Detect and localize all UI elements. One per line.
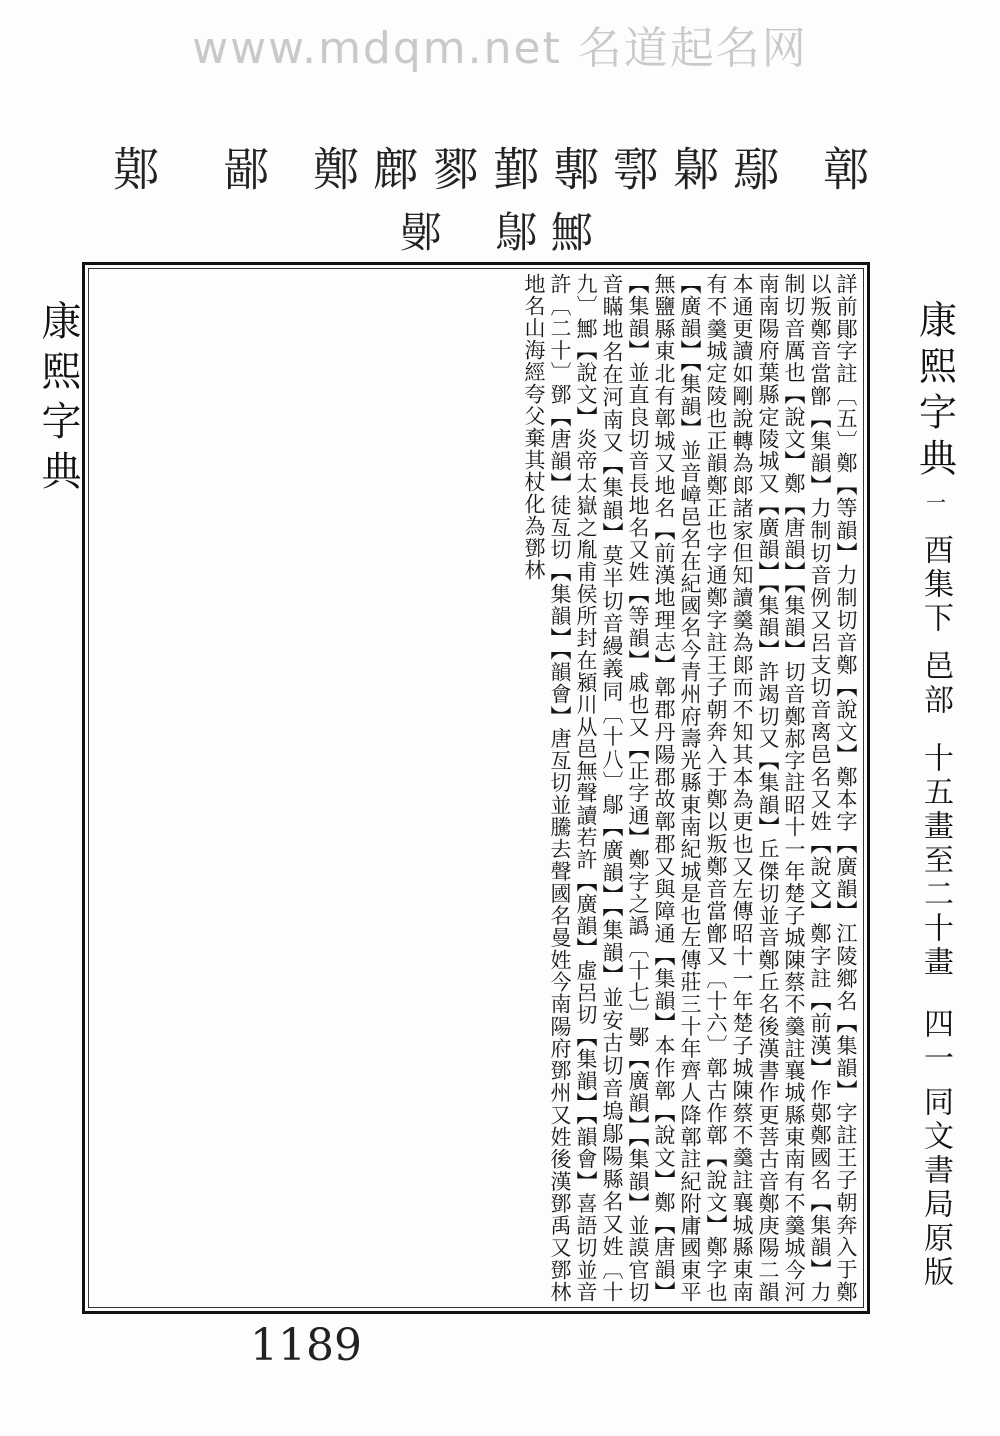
dictionary-entries: 詳前鄖字註〔五〕鄭【等韻】力制切音鄭【說文】鄭本字【廣韻】江陵鄉名【集韻】字註王子朝奔入于鄭以叛鄭音當鄫【集韻】力制切音例又呂支切音离邑名又姓【說文】鄭字註【前漢】作鄚鄭國名【集韻】力制切音厲也【說文】鄭【唐韻】【集韻】切音鄭郝字註昭十一年楚子城陳蔡不羹註襄城縣東南有不羹城今河南南陽府葉縣定陵城又【廣韻】【集韻】許竭切又【集韻】丘傑切並音鄭丘名後漢書作更菩古音鄭庚陽二韻本通更讀如剛說轉為郞諸家但知讀羹為郞而不知其本為更也又左傳昭十一年楚子城陳蔡不羹註襄城縣東南有不羹城定陵也正韻鄭正也字通鄭字註王子朝奔入于鄭以叛鄭音當鄫又〔十六〕鄣古作鄣【說文】鄭字也【廣韻】【集韻】並音嶂邑名在紀國名今青州府壽光縣東南紀城是也左傳莊三十年齊人降鄣註紀附庸國東平無鹽縣東北有鄣城又地名【前漢地理志】鄣郡丹陽郡故鄣郡又與障通【集韻】本作鄣【說文】鄭【唐韻】【集韻】並直良切音長地名又姓【等韻】戚也又【正字通】鄭字之譌〔十七〕鄤【廣韻】【集韻】並謨官切音瞞地名在河南又【集韻】莫半切音縵義同〔十八〕鄥【廣韻】【集韻】並安古切音塢鄥陽縣名又姓〔十九〕鄦【說文】炎帝太嶽之胤甫侯所封在潁川从邑無聲讀若許【廣韻】虛呂切【集韻】【韻會】喜語切並音許〔二十〕鄧【唐韻】徒亙切【集韻】【韻會】唐亙切並騰去聲國名曼姓今南陽府鄧州又姓後漢鄧禹又鄧林地名山海經夸父棄其杖化為鄧林 [522,273,858,1303]
seal-char: 鄭 [306,145,360,191]
seal-char: 鄚 [106,145,160,191]
seal-char: 鄙 [216,145,270,191]
seal-char: 鄣 [816,145,870,191]
radical-label: 邑部 [918,650,953,718]
section-marker: 一 [922,492,947,512]
right-margin-info [895,300,975,1320]
site-watermark: www.mdqm.net 名道起名网 [192,23,808,74]
seal-char: 鄝 [426,145,480,191]
dictionary-text-frame [82,262,870,1314]
seal-char: 鄡 [666,145,720,191]
page-number: 1189 [250,1320,362,1371]
seal-char: 鄜 [366,145,420,191]
section-label: 酉集下 [918,534,953,636]
seal-char: 鄥 [495,208,538,257]
seal-char: 鄠 [606,145,660,191]
seal-char: 鄢 [726,145,780,191]
book-title: 康熙字典 [912,300,957,484]
book-title-margin: 康熙字典 [35,300,81,500]
seal-script-row-2 [400,200,593,260]
seal-char: 鄤 [400,208,443,257]
seal-char: 鄦 [550,208,593,257]
seal-char: 鄟 [546,145,600,191]
seal-char: 鄞 [486,145,540,191]
stroke-range: 十五畫至二十畫 [918,742,953,980]
publisher-label: 同文書局原版 [918,1086,953,1290]
folio-number: 四一 [918,1008,953,1076]
